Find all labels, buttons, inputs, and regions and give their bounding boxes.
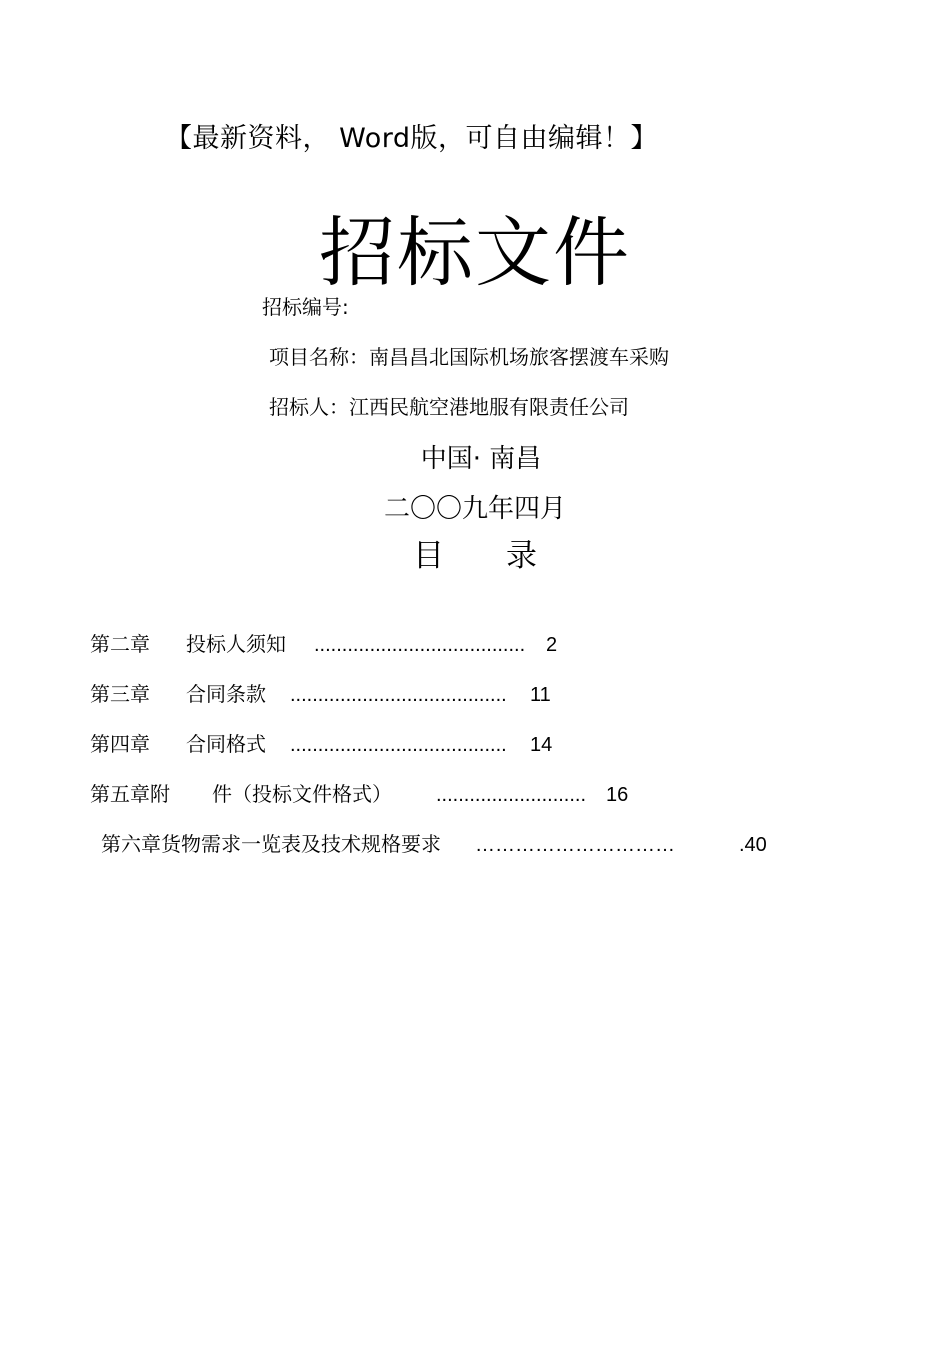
toc-heading-part1: 目 — [413, 538, 444, 574]
toc-item-chapter: 第二章 — [90, 632, 150, 656]
toc-item-leader: ...................................... — [314, 634, 526, 656]
toc-item-leader: ....................................... — [290, 734, 507, 756]
toc-item-title: 投标人须知 — [186, 632, 286, 656]
tender-number-label: 招标编号: — [262, 295, 349, 319]
toc-item-page: 11 — [530, 684, 551, 706]
toc-item-title: 件（投标文件格式） — [212, 782, 392, 806]
toc-item-chapter-3[interactable] — [90, 678, 551, 707]
toc-item-title: 合同格式 — [186, 732, 266, 756]
toc-item-chapter: 第四章 — [90, 732, 150, 756]
toc-item-chapter-4[interactable] — [90, 728, 552, 757]
date-line: 二〇〇九年四月 — [383, 494, 566, 524]
toc-item-page: 16 — [606, 784, 629, 806]
toc-item-title: 合同条款 — [186, 682, 266, 706]
toc-item-title: 第六章货物需求一览表及技术规格要求 — [101, 832, 441, 856]
toc-item-chapter: 第三章 — [90, 682, 150, 706]
toc-heading-part2: 录 — [506, 538, 537, 574]
toc-item-page: 14 — [530, 734, 553, 756]
document-title: 招标文件 — [319, 208, 631, 297]
document-banner: 【最新资料， Word版，可自由编辑！】 — [165, 123, 658, 154]
toc-item-page: 2 — [546, 634, 558, 656]
toc-item-chapter-5[interactable] — [90, 778, 628, 807]
toc-item-page: .40 — [739, 834, 767, 856]
place-line: 中国· 南昌 — [420, 444, 542, 474]
toc-item-leader: ........................... — [436, 784, 587, 806]
project-name: 项目名称：南昌昌北国际机场旅客摆渡车采购 — [269, 345, 669, 369]
toc-heading — [0, 530, 950, 575]
toc-item-chapter-6[interactable] — [101, 828, 767, 857]
toc-item-leader: ....................................... — [290, 684, 507, 706]
toc-item-leader: ………………………… — [475, 834, 675, 856]
toc-item-chapter: 第五章附 — [90, 782, 170, 806]
tenderer-name: 招标人：江西民航空港地服有限责任公司 — [269, 395, 629, 419]
toc-item-chapter-2[interactable] — [90, 628, 557, 657]
